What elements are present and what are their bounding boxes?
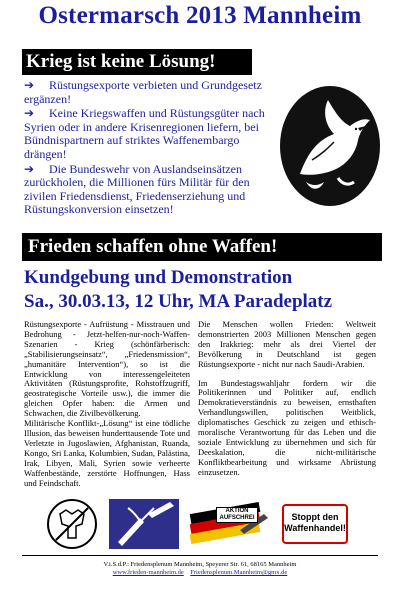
- demand-text: Rüstungsexporte verbieten und Grundgesetz ergänzen!: [24, 78, 262, 106]
- footer-divider: [22, 555, 378, 556]
- event-datetime: Sa., 30.03.13, 12 Uhr, MA Paradeplatz: [24, 291, 333, 312]
- email-link[interactable]: Friedensplenum.Mannheim@gmx.de: [190, 569, 288, 576]
- peace-fist-logo-icon: [46, 498, 98, 550]
- list-item: [24, 163, 270, 217]
- footer-imprint: V.i.S.d.P.: Friedensplenum Mannheim, Speyerer Str. 61, 68165 Mannheim: [103, 561, 297, 568]
- website-link[interactable]: www.frieden-mannheim.de: [112, 569, 184, 576]
- list-item: [24, 107, 270, 161]
- paragraph: Die Menschen wollen Frieden: Weltweit demonstrierten 2003 Millionen Menschen gegen den Irakkrieg: mehr als drei Viertel der Bevölkerung in Deutschland ist gegen Rüstungsexporte - nicht nur nach Saudi-Arabien.: [198, 319, 376, 369]
- arrow-right-icon: ➔: [24, 161, 35, 176]
- text-column-right: [198, 320, 376, 478]
- page-title: Ostermarsch 2013 Mannheim: [38, 2, 362, 29]
- paragraph: Im Bundestagswahljahr fordern wir die Politikerinnen und Politiker auf, endlich Demokratieverständnis zu beweisen, ernsthaften Verhandlungswillen, politischen Weitblick, diplomatisches Geschick zu zeigen und ethisch-moralische Verantwortung für das Leben und die soziale Entwicklung zu übernehmen und sich für Deeskalation, die nicht-militärische Konfliktbearbeitung und wirksame Abrüstung einzusetzen.: [198, 377, 376, 477]
- list-item: [24, 79, 270, 106]
- banner-krieg: Krieg ist keine Lösung!: [22, 49, 252, 75]
- demand-text: Keine Kriegswaffen und Rüstungsgüter nach Syrien oder in andere Krisenregionen liefern, bei Bündnispartnern auf striktes Waffenembargo drängen!: [24, 106, 265, 161]
- arrow-right-icon: ➔: [24, 78, 35, 92]
- demand-text: Die Bundeswehr von Auslandseinsätzen zurückholen, die Millionen fürs Militär für den zivilen Friedensdienst, Friedenserziehung und Rüstungskonversion einsetzen!: [24, 161, 250, 217]
- aktion-label: AKTION AUFSCHREI: [216, 507, 258, 523]
- event-title: Kundgebung und Demonstration: [24, 267, 293, 288]
- stoppt-label: Stoppt den Waffenhandel!: [282, 504, 348, 544]
- paragraph: Militärische Konflikt-„Lösung“ ist eine tödliche Illusion, das beweisen hunderttausende Tote und Verletzte in Jugoslawien, Afghanistan, Ruanda, Kongo, Sri Lanka, Kolumbien, Sudan, Palästina, Irak, Libyen, Mali, Syrien sowie verheerte Waffenbestände, zerstörte Hoffnungen, Hass und Feindschaft.: [24, 418, 190, 488]
- footer-links: [0, 569, 400, 577]
- footer: [0, 561, 400, 577]
- banner-frieden: Frieden schaffen ohne Waffen!: [22, 233, 382, 261]
- peace-dove-icon: [278, 82, 382, 208]
- demands-list: [24, 79, 270, 218]
- text-column-left: [24, 320, 190, 488]
- arrow-right-icon: ➔: [24, 106, 35, 121]
- event-heading: [24, 266, 384, 314]
- paragraph: Rüstungsexporte - Aufrüstung - Misstrauen und Bedrohung - Jetzt-helfen-nur-noch-Waffen-Szenarien - Krieg (schönfärberisch: „Stabilisierungseinsatz“, „Friedensmission“, „humanitäre Intervention“), so ist die Entwicklung von interessengeleiteten Aktivitäten (Rüstungsprofite, Rohstoffzugriff, geostrategische Vorteile usw.), die immer die gleichen Opfer haben: die Armen und Schwachen, die Zivilbevölkerung.: [24, 319, 190, 419]
- broken-rifle-icon: [108, 498, 180, 550]
